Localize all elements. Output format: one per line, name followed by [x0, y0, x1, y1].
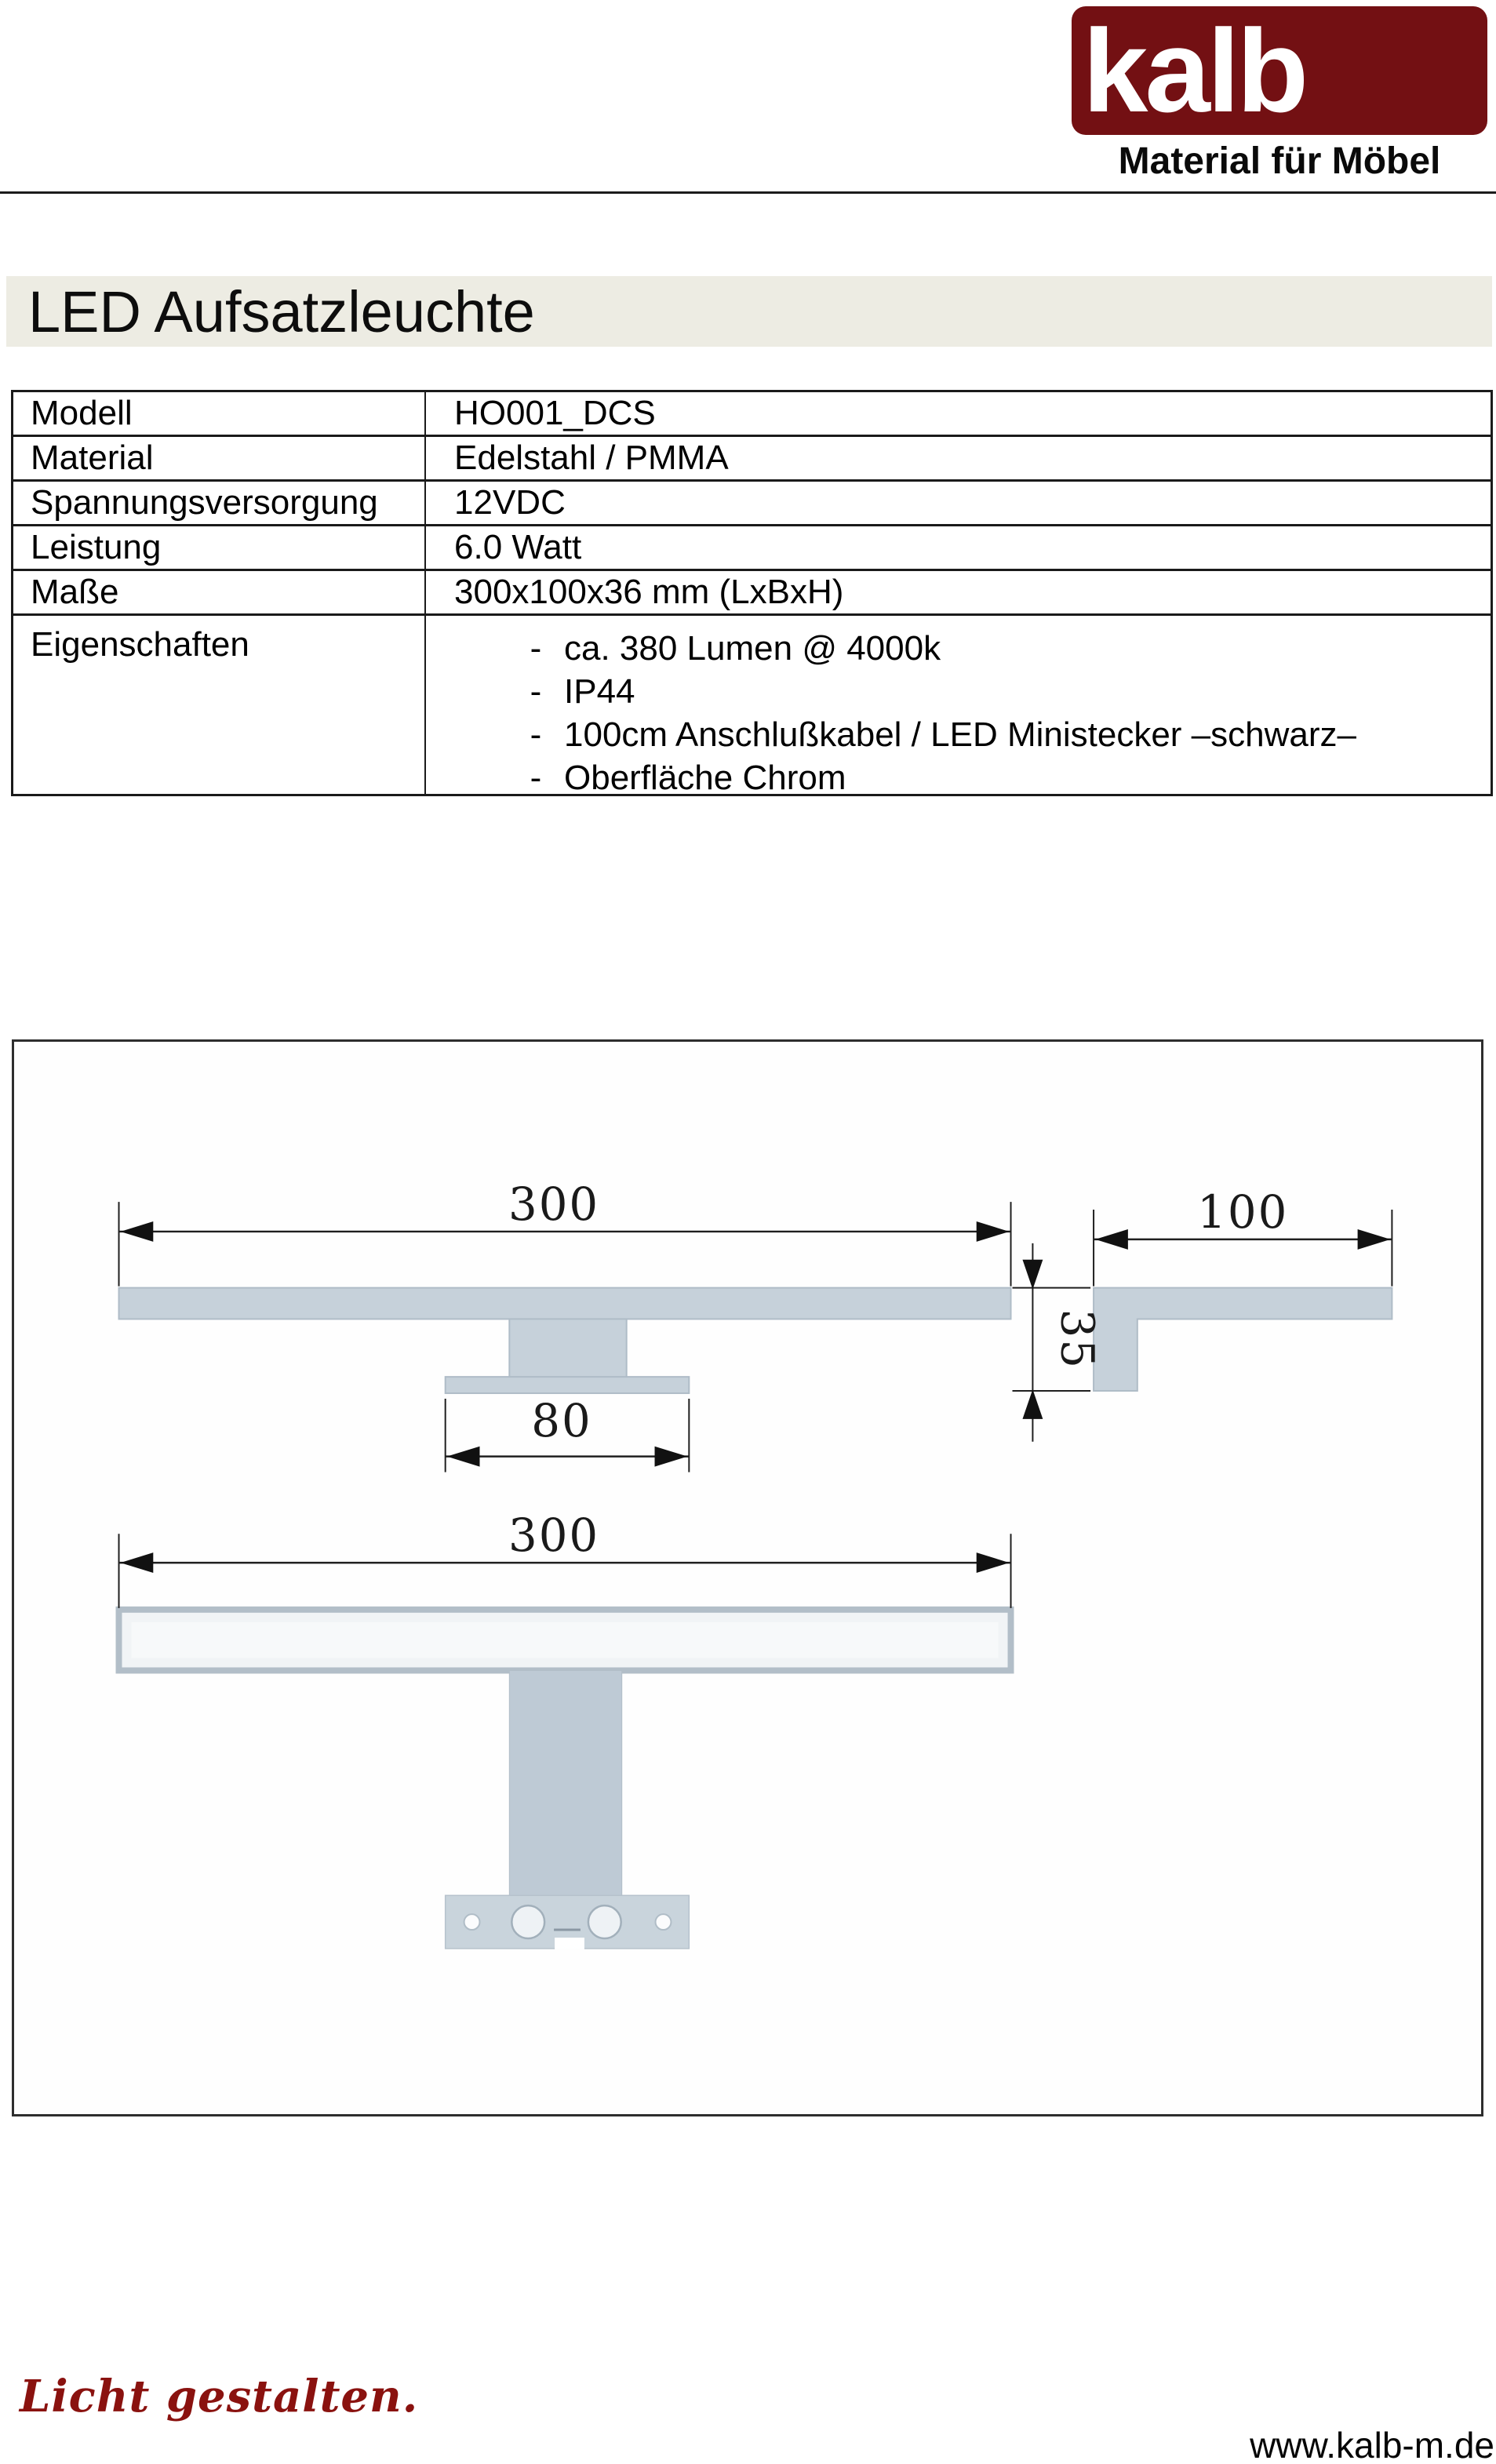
dim-arrow-right — [1358, 1229, 1391, 1250]
logo-tagline: Material für Möbel — [1118, 140, 1441, 182]
bullet-dash: - — [530, 672, 542, 711]
dimension-foot-width — [446, 1394, 690, 1472]
diffuser-highlight — [131, 1622, 998, 1658]
bullet-dash: - — [530, 628, 542, 668]
dimension-bottom-width — [119, 1509, 1011, 1608]
table-row — [13, 526, 1491, 571]
spec-label: Modell — [13, 392, 426, 435]
bottom-view — [119, 1610, 1011, 1949]
feature-text: ca. 380 Lumen @ 4000k — [564, 628, 941, 668]
spec-label: Eigenschaften — [13, 616, 426, 794]
spec-value: 6.0 Watt — [454, 528, 582, 566]
dimension-height — [1013, 1243, 1105, 1442]
spec-label: Spannungsversorgung — [13, 482, 426, 524]
title-bar — [6, 276, 1492, 347]
cable-hole — [588, 1905, 621, 1938]
front-view — [119, 1288, 1011, 1393]
kalb-logo — [1072, 6, 1487, 135]
table-row-features — [13, 616, 1491, 797]
feature-text: Oberfläche Chrom — [564, 758, 846, 797]
dim-label: 300 — [508, 1509, 600, 1563]
dim-arrow-right — [655, 1447, 688, 1467]
spec-value: HO001_DCS — [454, 394, 656, 432]
dim-arrow-left — [1095, 1229, 1128, 1250]
dim-arrow-right — [977, 1552, 1010, 1573]
page-title: LED Aufsatzleuchte — [28, 278, 535, 344]
dim-arrow-right — [977, 1221, 1010, 1242]
side-view — [1094, 1288, 1392, 1391]
dim-arrow-up — [1022, 1389, 1043, 1419]
brand-slogan: Licht gestalten. — [20, 2371, 419, 2422]
spec-label: Material — [13, 437, 426, 479]
lamp-profile-side — [1094, 1288, 1392, 1391]
logo-wordmark: kalb — [1083, 5, 1306, 136]
table-row — [13, 571, 1491, 616]
dim-label: 80 — [531, 1393, 592, 1447]
dim-arrow-left — [121, 1221, 154, 1242]
bullet-dash: - — [530, 715, 542, 754]
plate-notch — [555, 1938, 584, 1949]
feature-text: IP44 — [564, 672, 635, 711]
table-row — [13, 392, 1491, 437]
dim-arrow-down — [1022, 1260, 1043, 1290]
header-divider — [0, 191, 1496, 194]
dimension-front-width — [119, 1177, 1011, 1287]
list-item — [426, 670, 1491, 713]
screw-hole — [464, 1914, 480, 1930]
table-row — [13, 482, 1491, 526]
dim-arrow-left — [447, 1447, 480, 1467]
spec-value: 300x100x36 mm (LxBxH) — [454, 573, 844, 611]
features-list — [426, 616, 1491, 797]
dim-label: 100 — [1197, 1185, 1289, 1239]
spec-label: Leistung — [13, 526, 426, 569]
website-link[interactable]: www.kalb-m.de — [1250, 2425, 1494, 2464]
spec-label: Maße — [13, 571, 426, 613]
screw-hole — [656, 1914, 672, 1930]
cable-hole — [511, 1905, 544, 1938]
technical-drawing — [12, 1039, 1483, 2116]
table-row — [13, 437, 1491, 482]
spec-table — [11, 390, 1493, 796]
bullet-dash: - — [530, 758, 542, 797]
spec-value: Edelstahl / PMMA — [454, 439, 729, 477]
spec-value: 12VDC — [454, 483, 566, 522]
dim-label: 35 — [1050, 1308, 1105, 1370]
dimension-side-depth — [1094, 1185, 1392, 1287]
lamp-arm-bottom — [509, 1670, 621, 1897]
feature-text: 100cm Anschlußkabel / LED Ministecker –schwarz– — [564, 715, 1356, 754]
dim-arrow-left — [121, 1552, 154, 1573]
dim-label: 300 — [508, 1177, 600, 1232]
lamp-arm-front — [509, 1319, 626, 1380]
list-item — [426, 756, 1491, 799]
lamp-base-front — [446, 1377, 690, 1393]
list-item — [426, 713, 1491, 756]
lamp-head-front — [119, 1288, 1011, 1319]
list-item — [426, 627, 1491, 670]
